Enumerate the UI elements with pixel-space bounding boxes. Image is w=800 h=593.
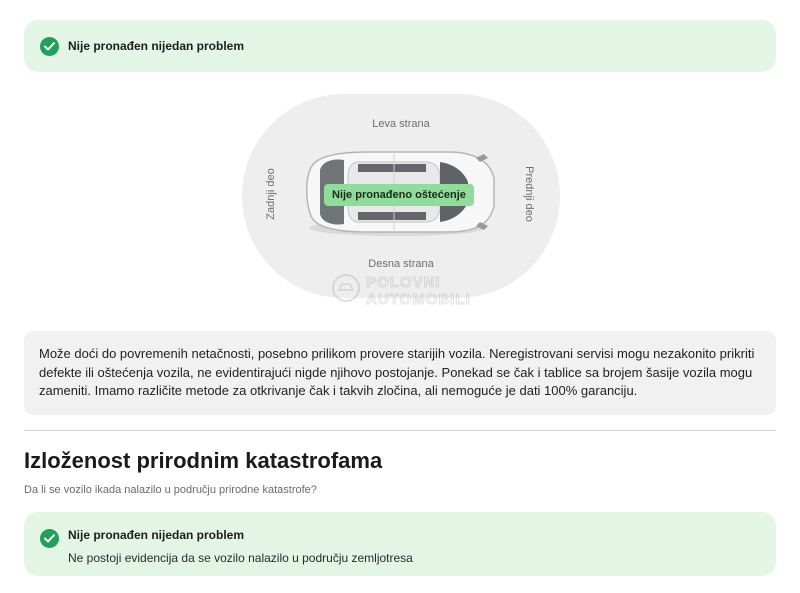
alert-content: [68, 528, 413, 565]
alert-description: Ne postoji evidencija da se vozilo nalazilo u području zemljotresa: [68, 551, 413, 565]
front-label: Prednji deo: [523, 166, 535, 222]
alert-title: Nije pronađen nijedan problem: [68, 528, 245, 542]
disclaimer-box: Može doći do povremenih netačnosti, posebno prilikom provere starijih vozila. Neregistrovani servisi mogu nezakonito prikriti defekte ili oštećenja vozila, ne evidentirajući nigde njihovo postojanje. Ponekad se čak i tablice sa brojem šasije vozila mogu zameniti. Imamo različite metode za otkrivanje čak i takvih zločina, ali nemoguće je dati 100% garanciju.: [24, 331, 776, 415]
right-side-label: Desna strana: [368, 258, 434, 270]
disaster-status-alert: [24, 512, 776, 576]
left-side-label: Leva strana: [372, 118, 430, 130]
section-title: Izloženost prirodnim katastrofama: [24, 448, 383, 473]
section-divider: [24, 430, 776, 431]
watermark-line2: AUTOMOBILI: [366, 291, 471, 308]
watermark-logo: [330, 268, 470, 324]
section-subtitle: Da li se vozilo ikada nalazilo u području prirodne katastrofe?: [24, 484, 317, 496]
alert-title: Nije pronađen nijedan problem: [68, 39, 245, 53]
check-circle-icon: [40, 529, 59, 548]
watermark-line1: POLOVNI: [366, 274, 441, 291]
damage-status-badge: Nije pronađeno oštećenje: [324, 184, 474, 206]
back-label: Zadnji deo: [265, 168, 277, 220]
check-circle-icon: [40, 37, 59, 56]
watermark-icon: [330, 272, 362, 304]
no-problem-alert: [24, 20, 776, 72]
watermark-text: [366, 274, 471, 308]
